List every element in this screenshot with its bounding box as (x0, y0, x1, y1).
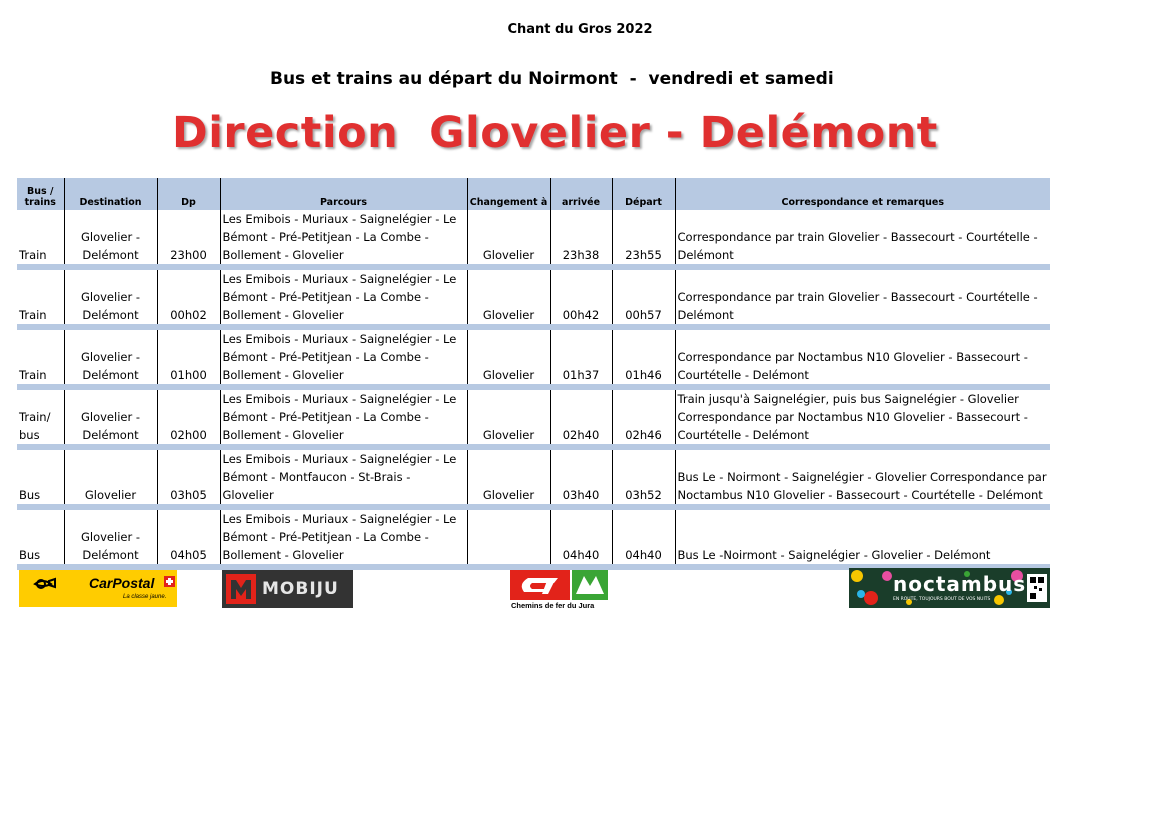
arrival-time: 00h42 (550, 267, 612, 327)
change-at: Glovelier (467, 210, 550, 267)
destination: Glovelier - Delémont (64, 327, 157, 387)
table-row (17, 507, 1050, 567)
arrival-time: 02h40 (550, 387, 612, 447)
column-header: Correspondance et remarques (675, 178, 1050, 210)
mobiju-wordmark: MOBIJU (262, 579, 339, 599)
remarks: Bus Le -Noirmont - Saignelégier - Glovelier - Delémont (675, 507, 1050, 567)
cj-logo (510, 570, 610, 610)
route: Les Emibois - Muriaux - Saignelégier - Le Bémont - Montfaucon - St-Brais - Glovelier (220, 447, 467, 507)
table-row (17, 267, 1050, 327)
change-at: Glovelier (467, 327, 550, 387)
transport-type: Train (17, 210, 64, 267)
mobiju-m-icon (226, 574, 256, 604)
table-row (17, 327, 1050, 387)
departure-time: 00h02 (157, 267, 220, 327)
column-header: Parcours (220, 178, 467, 210)
event-title: Chant du Gros 2022 (507, 22, 653, 37)
carpostal-logo (19, 570, 177, 607)
carpostal-tagline: La classe jaune. (123, 594, 167, 600)
column-header: Départ (612, 178, 675, 210)
page-subtitle: Bus et trains au départ du Noirmont - vendredi et samedi (270, 69, 834, 89)
connection-departure: 04h40 (612, 507, 675, 567)
remarks: Correspondance par train Glovelier - Bassecourt - Courtételle - Delémont (675, 210, 1050, 267)
change-at (467, 507, 550, 567)
departure-time: 04h05 (157, 507, 220, 567)
destination: Glovelier - Delémont (64, 507, 157, 567)
connection-departure: 01h46 (612, 327, 675, 387)
arrival-time: 04h40 (550, 507, 612, 567)
destination: Glovelier - Delémont (64, 210, 157, 267)
remarks: Bus Le - Noirmont - Saignelégier - Glovelier Correspondance par Noctambus N10 Glovelier - Bassecourt - Courtételle - Delémont (675, 447, 1050, 507)
column-header: arrivée (550, 178, 612, 210)
route: Les Emibois - Muriaux - Saignelégier - Le Bémont - Pré-Petitjean - La Combe - Bollement - Glovelier (220, 210, 467, 267)
departure-time: 23h00 (157, 210, 220, 267)
schedule-table (17, 178, 1050, 570)
connection-departure: 02h46 (612, 387, 675, 447)
arrival-time: 01h37 (550, 327, 612, 387)
transport-type: Train (17, 267, 64, 327)
route: Les Emibois - Muriaux - Saignelégier - Le Bémont - Pré-Petitjean - La Combe - Bollement - Glovelier (220, 327, 467, 387)
noctambus-logo (849, 568, 1050, 608)
mobiju-logo (222, 570, 353, 608)
table-header-row (17, 178, 1050, 210)
transport-type: Bus (17, 507, 64, 567)
change-at: Glovelier (467, 267, 550, 327)
cj-caption: Chemins de fer du Jura (511, 601, 595, 610)
remarks: Correspondance par Noctambus N10 Glovelier - Bassecourt - Courtételle - Delémont (675, 327, 1050, 387)
table-row (17, 387, 1050, 447)
route: Les Emibois - Muriaux - Saignelégier - Le Bémont - Pré-Petitjean - La Combe - Bollement - Glovelier (220, 507, 467, 567)
connection-departure: 00h57 (612, 267, 675, 327)
change-at: Glovelier (467, 387, 550, 447)
transport-type: Train/ bus (17, 387, 64, 447)
arrival-time: 23h38 (550, 210, 612, 267)
transport-type: Bus (17, 447, 64, 507)
departure-time: 02h00 (157, 387, 220, 447)
column-header: Dp (157, 178, 220, 210)
remarks: Train jusqu'à Saignelégier, puis bus Saignelégier - Glovelier Correspondance par Noctambus N10 Glovelier - Bassecourt - Courtételle - Delémont (675, 387, 1050, 447)
cj-emblem-icon (510, 570, 610, 600)
route: Les Emibois - Muriaux - Saignelégier - Le Bémont - Pré-Petitjean - La Combe - Bollement - Glovelier (220, 267, 467, 327)
direction-heading: Direction Glovelier - Delémont (172, 108, 938, 158)
noctambus-tagline: EN ROUTE, TOUJOURS BOUT DE VOS NUITS (893, 597, 991, 602)
carpostal-wordmark: CarPostal (89, 575, 155, 591)
table-row (17, 447, 1050, 507)
column-header: Bus / trains (17, 178, 64, 210)
arrival-time: 03h40 (550, 447, 612, 507)
route: Les Emibois - Muriaux - Saignelégier - Le Bémont - Pré-Petitjean - La Combe - Bollement - Glovelier (220, 387, 467, 447)
connection-departure: 03h52 (612, 447, 675, 507)
column-header: Changement à (467, 178, 550, 210)
remarks: Correspondance par train Glovelier - Bassecourt - Courtételle - Delémont (675, 267, 1050, 327)
change-at: Glovelier (467, 447, 550, 507)
column-header: Destination (64, 178, 157, 210)
transport-type: Train (17, 327, 64, 387)
departure-time: 01h00 (157, 327, 220, 387)
destination: Glovelier (64, 447, 157, 507)
connection-departure: 23h55 (612, 210, 675, 267)
destination: Glovelier - Delémont (64, 267, 157, 327)
departure-time: 03h05 (157, 447, 220, 507)
destination: Glovelier - Delémont (64, 387, 157, 447)
noctambus-wordmark: noctambus (893, 572, 1027, 596)
table-row (17, 210, 1050, 267)
